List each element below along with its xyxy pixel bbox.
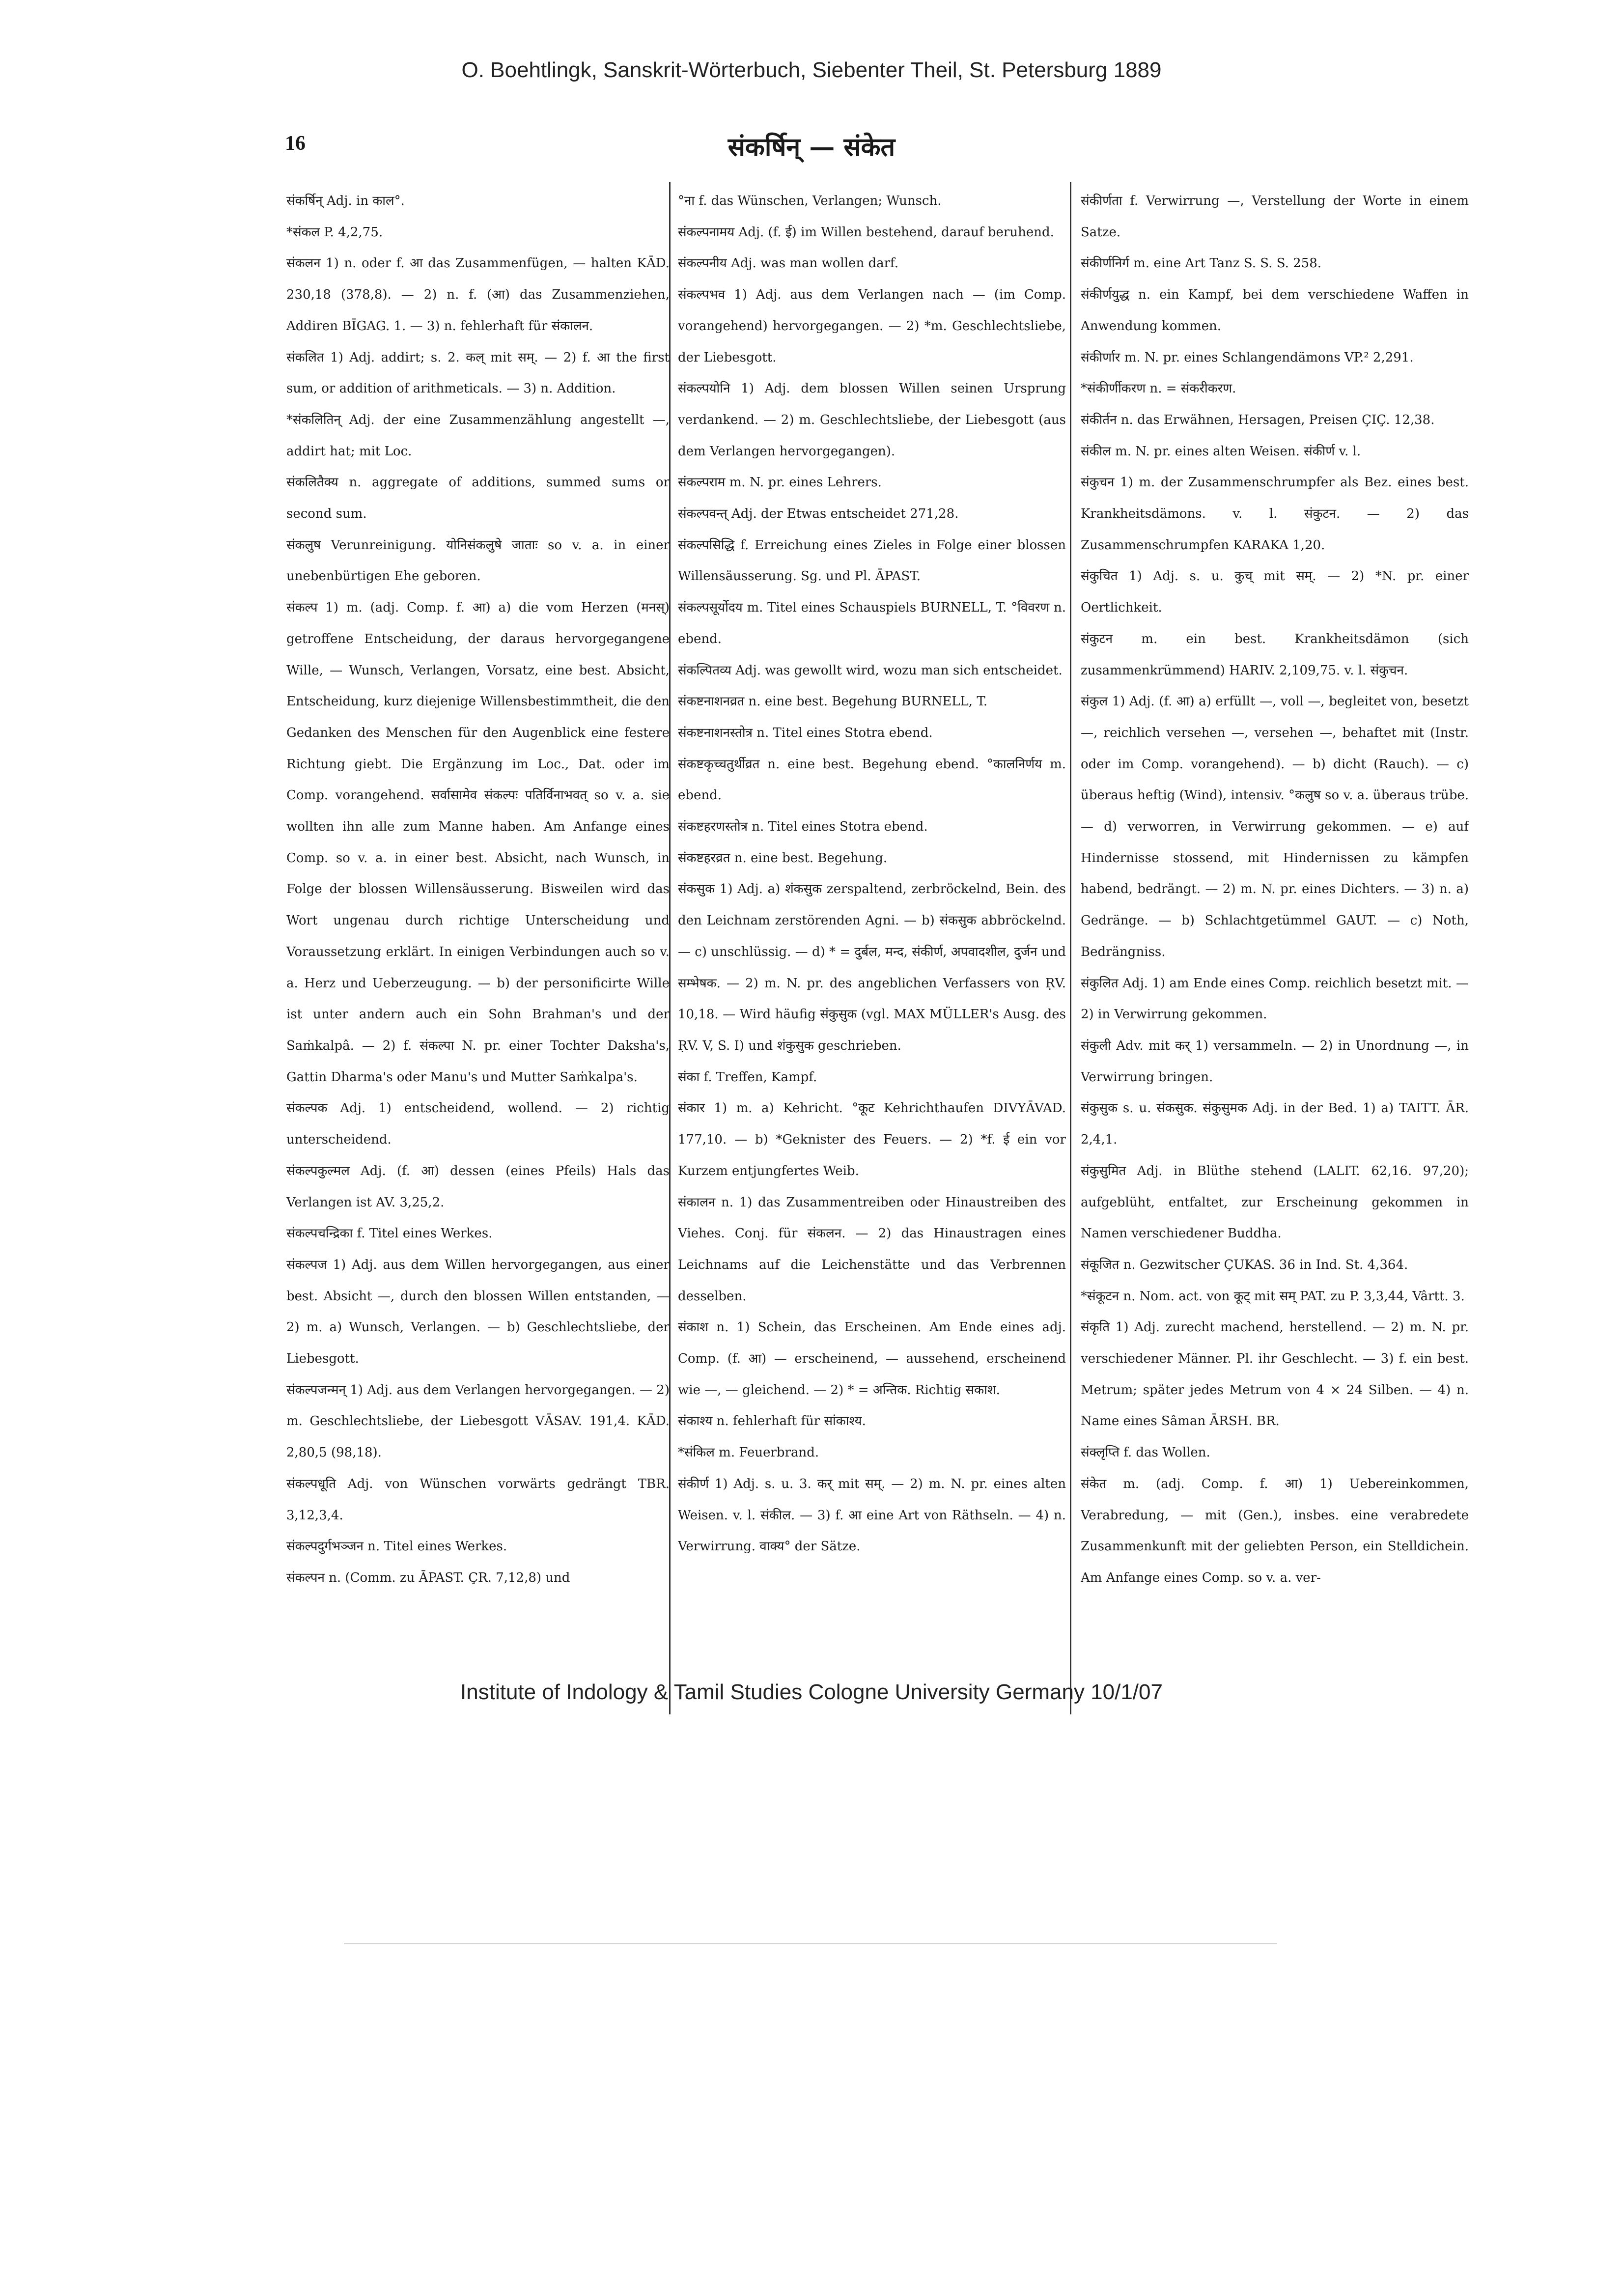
dictionary-entry: संक्लृप्ति f. das Wollen. [1081,1445,1210,1460]
dictionary-entry: संकेत m. (adj. Comp. f. आ) 1) Uebereinkommen, Verabredung, — mit (Gen.), insbes. eine verabredete Zusammenkunft mit der geliebten Person, ein Stelldichein. Am Anfange eines Comp. so v. a. ver- [1081,1476,1469,1585]
source-banner: O. Boehtlingk, Sanskrit-Wörterbuch, Siebenter Theil, St. Petersburg 1889 [461,58,1162,82]
institute-banner: Institute of Indology & Tamil Studies Cologne University Germany 10/1/07 [460,1680,1163,1704]
dictionary-entry: *संकीर्णीकरण n. = संकरीकरण. [1081,381,1236,396]
dictionary-entry: संकलुष Verunreinigung. योनिसंकलुषे जाताः so v. a. in einer unebenbürtigen Ehe geboren. [286,537,670,584]
dictionary-entry: संकूजित n. Gezwitscher ÇUKAS. 36 in Ind. St. 4,364. [1081,1257,1408,1272]
dictionary-entry: संकीर्णता f. Verwirrung —, Verstellung der Worte in einem Satze. [1081,194,1469,240]
dictionary-entry: *संकल P. 4,2,75. [286,224,383,240]
dictionary-entry: संकाश n. 1) Schein, das Erscheinen. Am Ende eines adj. Comp. (f. आ) — erscheinend, — aussehend, erscheinend wie —, — gleichend. — 2) * = अन्तिक. Richtig सकाश. [678,1320,1066,1398]
column-rule [1070,182,1071,1714]
dictionary-entry: संकसुक 1) Adj. a) शंकसुक zerspaltend, zerbröckelnd, Bein. des den Leichnam zerstörenden Agni. — b) संकसुक abbröckelnd. — c) unschlüssig. — d) * = दुर्बल, मन्द, संकीर्ण, अपवादशील, दुर्जन und सम्भेषक. — 2) m. N. pr. des angeblichen Verfassers von ṚV. 10,18. — Wird häufig संकुसुक (vgl. MAX MÜLLER's Ausg. des ṚV. V, S. I) und शंकुसुक geschrieben. [678,882,1066,1053]
dictionary-entry: संकुसुमित Adj. in Blüthe stehend (LALIT. 62,16. 97,20); aufgeblüht, entfaltet, zur Erscheinung gekommen in Namen verschiedener Buddha. [1081,1163,1469,1241]
dictionary-entry: संकुली Adv. mit कर् 1) versammeln. — 2) in Unordnung —, in Verwirrung bringen. [1081,1038,1469,1085]
dictionary-entry: संकीर्णयुद्ध n. ein Kampf, bei dem verschiedene Waffen in Anwendung kommen. [1081,287,1469,334]
dictionary-entry: संकील m. N. pr. eines alten Weisen. संकीर्ण v. l. [1081,444,1361,459]
dictionary-entry: संकुलित Adj. 1) am Ende eines Comp. reichlich besetzt mit. — 2) in Verwirrung gekommen. [1081,976,1469,1022]
dictionary-entry: संकल्पनीय Adj. was man wollen darf. [678,256,898,271]
dictionary-entry: संकल्पधूति Adj. von Wünschen vorwärts gedrängt TBR. 3,12,3,4. [286,1476,670,1523]
dictionary-entry: संकल्पन n. (Comm. zu ĀPAST. ÇR. 7,12,8) und [286,1570,570,1585]
dictionary-entry: संकुचित 1) Adj. s. u. कुच् mit सम्. — 2) *N. pr. einer Oertlichkeit. [1081,569,1469,616]
dictionary-entry: संकल्पज 1) Adj. aus dem Willen hervorgegangen, aus einer best. Absicht —, durch den blossen Willen entstanden, — 2) m. a) Wunsch, Verlangen. — b) Geschlechtsliebe, der Liebesgott. [286,1257,670,1367]
dictionary-entry: संकुचन 1) m. der Zusammenschrumpfer als Bez. eines best. Krankheitsdämons. v. l. संकुटन. — 2) das Zusammenschrumpfen KARAKA 1,20. [1081,475,1469,553]
dictionary-entry: °ना f. das Wünschen, Verlangen; Wunsch. [678,194,942,208]
dictionary-entry: संकल्पितव्य Adj. was gewollt wird, wozu man sich entscheidet. [678,663,1063,678]
dictionary-entry: संकल्पदुर्गभञ्जन n. Titel eines Werkes. [286,1539,507,1554]
dictionary-entry: *संकिल m. Feuerbrand. [678,1445,819,1460]
dictionary-entry: संकलन 1) n. oder f. आ das Zusammenfügen, — halten KĀD. 230,18 (378,8). — 2) n. f. (आ) das Zusammenziehen, Addiren BĪGAG. 1. — 3) n. fehlerhaft für संकालन. [286,256,670,334]
dictionary-entry: संकल्पराम m. N. pr. eines Lehrers. [678,475,882,490]
dictionary-entry: संकष्टनाशनस्तोत्र n. Titel eines Stotra ebend. [678,725,933,740]
dictionary-entry: संकीर्तन n. das Erwähnen, Hersagen, Preisen ÇIÇ. 12,38. [1081,412,1435,427]
dictionary-entry: संकलितैक्य n. aggregate of additions, summed sums or second sum. [286,475,670,522]
dictionary-entry: संकल्पकुल्मल Adj. (f. आ) dessen (eines Pfeils) Hals das Verlangen ist AV. 3,25,2. [286,1163,670,1210]
dictionary-entry: *संकूटन n. Nom. act. von कूट् mit सम् PAT. zu P. 3,3,44, Vârtt. 3. [1081,1288,1465,1304]
dictionary-entry: संकष्टकृच्चतुर्थीव्रत n. eine best. Begehung ebend. °कालनिर्णय m. ebend. [678,756,1066,803]
dictionary-entry: संकल्पसिद्धि f. Erreichung eines Zieles in Folge einer blossen Willensäusserung. Sg. und Pl. ĀPAST. [678,537,1066,584]
dictionary-entry: संकृति 1) Adj. zurecht machend, herstellend. — 2) m. N. pr. verschiedener Männer. Pl. ihr Geschlecht. — 3) f. ein best. Metrum; später jedes Metrum von 4 × 24 Silben. — 4) n. Name eines Sâman ĀRSH. BR. [1081,1320,1469,1429]
dictionary-entry: *संकलितिन् Adj. der eine Zusammenzählung angestellt —, addirt hat; mit Loc. [286,412,670,459]
dictionary-entry: संकल्पक Adj. 1) entscheidend, wollend. — 2) richtig unterscheidend. [286,1101,670,1148]
column-1 [286,186,670,1718]
dictionary-entry: संकल्पवन्त् Adj. der Etwas entscheidet 271,28. [678,506,959,522]
column-3 [1081,186,1469,1718]
dictionary-entry: संकल्पचन्द्रिका f. Titel eines Werkes. [286,1226,493,1241]
dictionary-entry: संकष्टहरव्रत n. eine best. Begehung. [678,850,888,866]
dictionary-entry: संकल्पसूर्योदय m. Titel eines Schauspiels BURNELL, T. °विवरण n. ebend. [678,600,1066,646]
running-head: संकर्षिन् — संकेत [728,132,895,162]
dictionary-entry: संकीर्णार m. N. pr. eines Schlangendämons VP.² 2,291. [1081,350,1414,365]
dictionary-entry: संकालन n. 1) das Zusammentreiben oder Hinaustreiben des Viehes. Conj. für संकलन. — 2) das Hinaustragen eines Leichnams auf die Leichenstätte und das Verbrennen desselben. [678,1195,1066,1304]
page-number: 16 [285,132,306,155]
dictionary-entry: संकर्षिन् Adj. in काल°. [286,194,405,208]
dictionary-entry: संकल्प 1) m. (adj. Comp. f. आ) a) die vom Herzen (मनस्) getroffene Entscheidung, der daraus hervorgegangene Wille, — Wunsch, Verlangen, Vorsatz, eine best. Absicht, Entscheidung, kurz diejenige Willensbestimmtheit, die den Gedanken des Menschen für den Augenblick eine festere Richtung giebt. Die Ergänzung im Loc., Dat. oder im Comp. vorangehend. सर्वासामेव संकल्पः पतिर्विनाभवत् so v. a. sie wollten ihn alle zum Manne haben. Am Anfange eines Comp. so v. a. in einer best. Absicht, nach Wunsch, in Folge der blossen Willensäusserung. Bisweilen wird das Wort ungenau durch richtige Unterscheidung und Voraussetzung erklärt. In einigen Verbindungen auch so v. a. Herz und Ueberzeugung. — b) der personificirte Wille ist unter andern auch ein Sohn Brahman's und der Saṁkalpâ. — 2) f. संकल्पा N. pr. einer Tochter Daksha's, Gattin Dharma's oder Manu's und Mutter Saṁkalpa's. [286,600,670,1085]
dictionary-entry: संकुटन m. ein best. Krankheitsdämon (sich zusammenkrümmend) HARIV. 2,109,75. v. l. संकुचन. [1081,631,1469,678]
dictionary-entry: संकल्पभव 1) Adj. aus dem Verlangen nach — (im Comp. vorangehend) hervorgegangen. — 2) *m. Geschlechtsliebe, der Liebesgott. [678,287,1066,365]
dictionary-entry: संकीर्ण 1) Adj. s. u. 3. कर् mit सम्. — 2) m. N. pr. eines alten Weisen. v. l. संकील. — 3) f. आ eine Art von Räthseln. — 4) n. Verwirrung. वाक्य° der Sätze. [678,1476,1066,1554]
dictionary-entry: संकार 1) m. a) Kehricht. °कूट Kehrichthaufen DIVYĀVAD. 177,10. — b) *Geknister des Feuers. — 2) *f. ई ein vor Kurzem entjungfertes Weib. [678,1101,1066,1178]
scan-artifact-line [344,1943,1277,1944]
dictionary-entry: संकाश्य n. fehlerhaft für सांकाश्य. [678,1414,866,1429]
dictionary-entry: संकल्पयोनि 1) Adj. dem blossen Willen seinen Ursprung verdankend. — 2) m. Geschlechtsliebe, der Liebesgott (aus dem Verlangen hervorgegangen). [678,381,1066,459]
dictionary-entry: संकल्पनामय Adj. (f. ई) im Willen bestehend, darauf beruhend. [678,224,1054,240]
dictionary-entry: संकल्पजन्मन् 1) Adj. aus dem Verlangen hervorgegangen. — 2) m. Geschlechtsliebe, der Liebesgott VĀSAV. 191,4. KĀD. 2,80,5 (98,18). [286,1382,670,1460]
dictionary-entry: संकुसुक s. u. संकसुक. संकुसुमक Adj. in der Bed. 1) a) TAITT. ĀR. 2,4,1. [1081,1101,1469,1148]
dictionary-entry: संकलित 1) Adj. addirt; s. 2. कल् mit सम्. — 2) f. आ the first sum, or addition of arithmeticals. — 3) n. Addition. [286,350,670,396]
dictionary-entry: संका f. Treffen, Kampf. [678,1069,817,1085]
dictionary-entry: संकीर्णनिर्ग m. eine Art Tanz S. S. S. 258. [1081,256,1322,271]
column-2 [678,186,1066,1718]
dictionary-entry: संकष्टनाशनव्रत n. eine best. Begehung BURNELL, T. [678,694,988,709]
dictionary-entry: संकुल 1) Adj. (f. आ) a) erfüllt —, voll —, begleitet von, besetzt —, reichlich versehen —, versehen —, behaftet mit (Instr. oder im Comp. vorangehend). — b) dicht (Rauch). — c) überaus heftig (Wind), intensiv. °कलुष so v. a. überaus trübe. — d) verworren, in Verwirrung gekommen. — e) auf Hindernisse stossend, mit Hindernissen zu kämpfen habend, bedrängt. — 2) m. N. pr. eines Dichters. — 3) n. a) Gedränge. — b) Schlachtgetümmel GAUT. — c) Noth, Bedrängniss. [1081,694,1469,959]
dictionary-entry: संकष्टहरणस्तोत्र n. Titel eines Stotra ebend. [678,819,928,835]
